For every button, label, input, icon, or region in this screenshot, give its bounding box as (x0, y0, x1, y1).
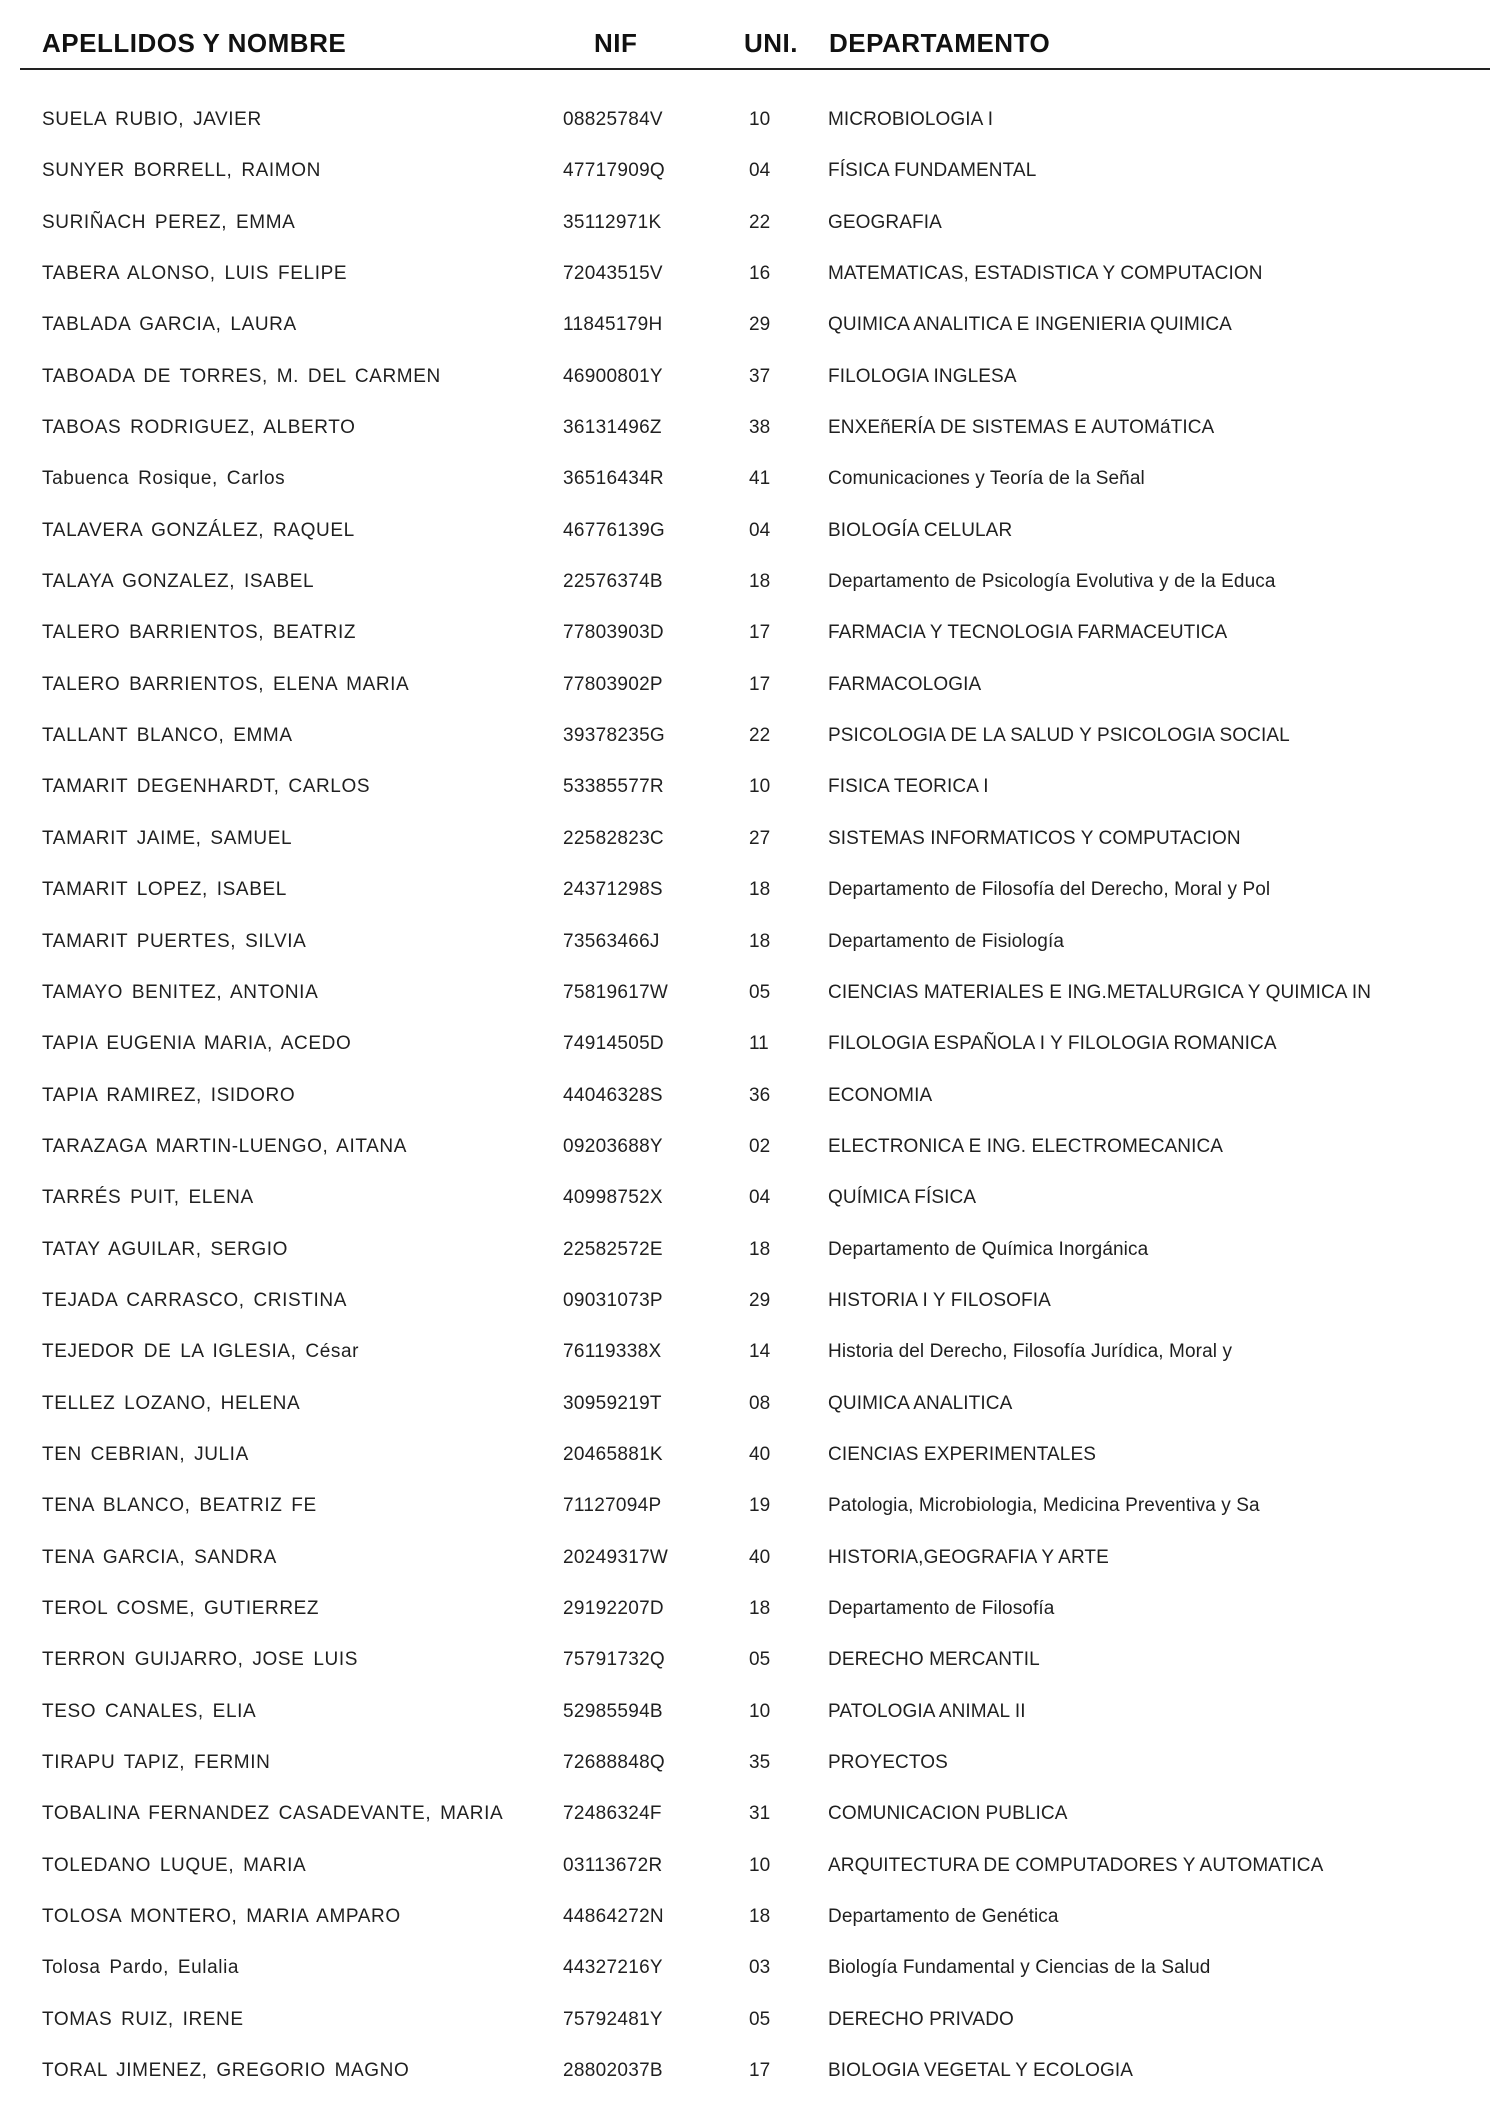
table-row (0, 1999, 1500, 2050)
row-uni: 17 (749, 622, 771, 644)
table-row (0, 1691, 1500, 1742)
row-department: DERECHO PRIVADO (828, 2008, 1014, 2030)
row-name: TORAL JIMENEZ, GREGORIO MAGNO (42, 2060, 410, 2082)
table-row (0, 1075, 1500, 1126)
row-department: HISTORIA I Y FILOSOFIA (828, 1289, 1051, 1311)
row-department: DERECHO MERCANTIL (828, 1649, 1040, 1671)
row-uni: 36 (749, 1084, 771, 1106)
row-department: PSICOLOGIA DE LA SALUD Y PSICOLOGIA SOCIAL (828, 725, 1290, 747)
row-name: TALERO BARRIENTOS, BEATRIZ (42, 622, 357, 644)
row-uni: 10 (749, 1854, 771, 1876)
table-row (0, 458, 1500, 509)
row-name: Tolosa Pardo, Eulalia (42, 1957, 240, 1979)
table-row (0, 1896, 1500, 1947)
row-department: PATOLOGIA ANIMAL II (828, 1700, 1026, 1722)
row-name: TABOADA DE TORRES, M. DEL CARMEN (42, 365, 441, 387)
row-department: BIOLOGIA VEGETAL Y ECOLOGIA (828, 2060, 1134, 2082)
row-department: ARQUITECTURA DE COMPUTADORES Y AUTOMATICA (828, 1854, 1324, 1876)
row-nif: 74914505D (563, 1033, 664, 1055)
row-uni: 08 (749, 1392, 771, 1414)
row-name: TOBALINA FERNANDEZ CASADEVANTE, MARIA (42, 1803, 504, 1825)
row-name: TALAVERA GONZÁLEZ, RAQUEL (42, 519, 355, 541)
row-department: FILOLOGIA ESPAÑOLA I Y FILOLOGIA ROMANICA (828, 1033, 1277, 1055)
row-department: ENXEñERÍA DE SISTEMAS E AUTOMáTICA (828, 417, 1215, 439)
row-uni: 14 (749, 1341, 771, 1363)
row-nif: 20249317W (563, 1546, 669, 1568)
row-department: QUÍMICA FÍSICA (828, 1187, 977, 1209)
row-uni: 38 (749, 417, 771, 439)
row-uni: 22 (749, 211, 771, 233)
row-department: Comunicaciones y Teoría de la Señal (828, 468, 1145, 490)
row-uni: 04 (749, 519, 771, 541)
row-department: BIOLOGÍA CELULAR (828, 519, 1013, 541)
table-row (0, 818, 1500, 869)
row-department: FILOLOGIA INGLESA (828, 365, 1017, 387)
row-nif: 52985594B (563, 1700, 663, 1722)
table-row (0, 407, 1500, 458)
row-department: HISTORIA,GEOGRAFIA Y ARTE (828, 1546, 1109, 1568)
row-name: TENA GARCIA, SANDRA (42, 1546, 277, 1568)
table-row (0, 1793, 1500, 1844)
header-divider (20, 68, 1490, 70)
row-name: TATAY AGUILAR, SERGIO (42, 1238, 288, 1260)
row-uni: 03 (749, 1957, 771, 1979)
row-name: TABLADA GARCIA, LAURA (42, 314, 297, 336)
row-uni: 18 (749, 930, 771, 952)
row-nif: 30959219T (563, 1392, 662, 1414)
row-name: TOMAS RUIZ, IRENE (42, 2008, 244, 2030)
row-department: COMUNICACION PUBLICA (828, 1803, 1068, 1825)
table-row (0, 1537, 1500, 1588)
table-row (0, 1383, 1500, 1434)
row-name: TAMARIT JAIME, SAMUEL (42, 827, 293, 849)
row-nif: 76119338X (563, 1341, 662, 1363)
table-row (0, 612, 1500, 663)
row-name: TAPIA EUGENIA MARIA, ACEDO (42, 1033, 352, 1055)
row-uni: 19 (749, 1495, 771, 1517)
row-department: SISTEMAS INFORMATICOS Y COMPUTACION (828, 827, 1241, 849)
row-uni: 18 (749, 1238, 771, 1260)
table-row (0, 356, 1500, 407)
row-department: ELECTRONICA E ING. ELECTROMECANICA (828, 1135, 1224, 1157)
row-uni: 05 (749, 981, 771, 1003)
table-row (0, 561, 1500, 612)
row-nif: 03113672R (563, 1854, 663, 1876)
row-department: PROYECTOS (828, 1752, 948, 1773)
row-uni: 40 (749, 1546, 771, 1568)
row-nif: 11845179H (563, 314, 663, 336)
row-nif: 22576374B (563, 571, 663, 593)
row-department: Departamento de Psicología Evolutiva y de la Educa (828, 571, 1276, 593)
row-uni: 18 (749, 571, 771, 593)
row-uni: 10 (749, 1700, 771, 1722)
row-uni: 17 (749, 673, 771, 695)
table-row (0, 921, 1500, 972)
row-nif: 72688848Q (563, 1752, 666, 1773)
row-uni: 05 (749, 2008, 771, 2030)
table-row (0, 304, 1500, 355)
table-row (0, 99, 1500, 150)
row-name: TEJADA CARRASCO, CRISTINA (42, 1289, 347, 1311)
header-department: DEPARTAMENTO (829, 28, 1051, 58)
row-uni: 11 (749, 1033, 769, 1055)
row-nif: 47717909Q (563, 160, 666, 182)
row-department: MATEMATICAS, ESTADISTICA Y COMPUTACION (828, 263, 1263, 285)
row-uni: 31 (749, 1803, 771, 1825)
row-name: TAPIA RAMIREZ, ISIDORO (42, 1084, 296, 1106)
row-department: QUIMICA ANALITICA (828, 1392, 1013, 1414)
table-row (0, 202, 1500, 253)
table-row (0, 1331, 1500, 1382)
row-department: QUIMICA ANALITICA E INGENIERIA QUIMICA (828, 314, 1232, 336)
row-department: CIENCIAS EXPERIMENTALES (828, 1443, 1097, 1465)
row-department: CIENCIAS MATERIALES E ING.METALURGICA Y QUIMICA IN (828, 981, 1372, 1003)
row-uni: 05 (749, 1649, 771, 1671)
row-name: TARAZAGA MARTIN-LUENGO, AITANA (42, 1135, 407, 1157)
row-uni: 35 (749, 1752, 771, 1773)
table-row (0, 1023, 1500, 1074)
row-department: FARMACIA Y TECNOLOGIA FARMACEUTICA (828, 622, 1228, 644)
row-uni: 17 (749, 2060, 771, 2082)
row-nif: 73563466J (563, 930, 660, 952)
row-name: TAMARIT DEGENHARDT, CARLOS (42, 776, 371, 798)
row-department: Patologia, Microbiologia, Medicina Preventiva y Sa (828, 1495, 1260, 1517)
table-row (0, 1845, 1500, 1896)
row-uni: 02 (749, 1135, 771, 1157)
row-uni: 29 (749, 1289, 771, 1311)
row-department: Departamento de Filosofía del Derecho, Moral y Pol (828, 879, 1271, 901)
row-nif: 53385577R (563, 776, 664, 798)
row-nif: 20465881K (563, 1443, 663, 1465)
row-uni: 40 (749, 1443, 771, 1465)
row-nif: 39378235G (563, 725, 666, 747)
row-uni: 10 (749, 109, 771, 130)
row-nif: 44327216Y (563, 1957, 663, 1979)
table-row (0, 253, 1500, 304)
row-department: Departamento de Genética (828, 1906, 1059, 1928)
row-name: TALERO BARRIENTOS, ELENA MARIA (42, 673, 410, 695)
table-row (0, 1588, 1500, 1639)
row-name: TESO CANALES, ELIA (42, 1700, 257, 1722)
row-department: Biología Fundamental y Ciencias de la Salud (828, 1957, 1211, 1979)
row-name: TALLANT BLANCO, EMMA (42, 725, 293, 747)
row-nif: 40998752X (563, 1187, 663, 1209)
row-name: TERRON GUIJARRO, JOSE LUIS (42, 1649, 358, 1671)
row-name: TELLEZ LOZANO, HELENA (42, 1392, 301, 1414)
row-nif: 24371298S (563, 879, 663, 901)
row-name: TABERA ALONSO, LUIS FELIPE (42, 263, 348, 285)
row-name: TARRÉS PUIT, ELENA (42, 1187, 254, 1209)
row-uni: 18 (749, 879, 771, 901)
header-name: APELLIDOS Y NOMBRE (42, 28, 347, 58)
row-name: TAMARIT PUERTES, SILVIA (42, 930, 307, 952)
row-department: Departamento de Fisiología (828, 930, 1065, 952)
row-nif: 09031073P (563, 1289, 663, 1311)
row-department: MICROBIOLOGIA I (828, 109, 994, 130)
row-nif: 75819617W (563, 981, 669, 1003)
table-row (0, 664, 1500, 715)
row-name: Tabuenca Rosique, Carlos (42, 468, 286, 490)
table-row (0, 869, 1500, 920)
table-row (0, 1229, 1500, 1280)
row-nif: 08825784V (563, 109, 663, 130)
row-name: SUELA RUBIO, JAVIER (42, 109, 262, 130)
row-name: TAMARIT LOPEZ, ISABEL (42, 879, 287, 901)
row-uni: 10 (749, 776, 771, 798)
row-name: TALAYA GONZALEZ, ISABEL (42, 571, 315, 593)
row-nif: 71127094P (563, 1495, 662, 1517)
row-name: TAMAYO BENITEZ, ANTONIA (42, 981, 319, 1003)
table-row (0, 715, 1500, 766)
row-nif: 35112971K (563, 211, 662, 233)
table-body (0, 99, 1500, 2101)
row-nif: 46900801Y (563, 365, 663, 387)
table-row (0, 1639, 1500, 1690)
row-name: SURIÑACH PEREZ, EMMA (42, 211, 296, 233)
row-name: TIRAPU TAPIZ, FERMIN (42, 1752, 271, 1773)
row-nif: 22582823C (563, 827, 664, 849)
table-header (0, 28, 1500, 68)
row-uni: 22 (749, 725, 771, 747)
row-department: FISICA TEORICA I (828, 776, 989, 798)
row-name: SUNYER BORRELL, RAIMON (42, 160, 321, 182)
row-nif: 75792481Y (563, 2008, 663, 2030)
row-nif: 36516434R (563, 468, 664, 490)
row-nif: 75791732Q (563, 1649, 666, 1671)
row-uni: 04 (749, 160, 771, 182)
table-row (0, 1280, 1500, 1331)
row-nif: 77803902P (563, 673, 663, 695)
row-department: Historia del Derecho, Filosofía Jurídica, Moral y (828, 1341, 1233, 1363)
row-department: FÍSICA FUNDAMENTAL (828, 160, 1037, 182)
row-nif: 77803903D (563, 622, 664, 644)
row-department: ECONOMIA (828, 1084, 933, 1106)
row-nif: 36131496Z (563, 417, 662, 439)
row-department: GEOGRAFIA (828, 211, 942, 233)
row-uni: 27 (749, 827, 771, 849)
header-uni: UNI. (744, 28, 798, 58)
table-row (0, 2050, 1500, 2101)
table-row (0, 766, 1500, 817)
row-department: Departamento de Química Inorgánica (828, 1238, 1149, 1260)
row-name: TEROL COSME, GUTIERREZ (42, 1597, 320, 1619)
table-row (0, 1742, 1500, 1793)
row-uni: 16 (749, 263, 771, 285)
row-name: TEN CEBRIAN, JULIA (42, 1443, 249, 1465)
table-row (0, 1126, 1500, 1177)
row-name: TOLOSA MONTERO, MARIA AMPARO (42, 1906, 401, 1928)
row-department: Departamento de Filosofía (828, 1597, 1055, 1619)
row-nif: 44046328S (563, 1084, 663, 1106)
row-uni: 37 (749, 365, 771, 387)
table-row (0, 972, 1500, 1023)
table-row (0, 1434, 1500, 1485)
row-name: TOLEDANO LUQUE, MARIA (42, 1854, 307, 1876)
table-row (0, 1485, 1500, 1536)
row-nif: 22582572E (563, 1238, 663, 1260)
row-nif: 28802037B (563, 2060, 663, 2082)
header-nif: NIF (594, 28, 638, 58)
row-name: TEJEDOR DE LA IGLESIA, César (42, 1341, 360, 1363)
table-row (0, 1947, 1500, 1998)
row-nif: 72043515V (563, 263, 663, 285)
row-nif: 09203688Y (563, 1135, 663, 1157)
table-row (0, 1177, 1500, 1228)
row-uni: 18 (749, 1906, 771, 1928)
row-nif: 44864272N (563, 1906, 664, 1928)
row-name: TABOAS RODRIGUEZ, ALBERTO (42, 417, 356, 439)
row-nif: 46776139G (563, 519, 666, 541)
table-row (0, 150, 1500, 201)
row-uni: 29 (749, 314, 771, 336)
row-department: FARMACOLOGIA (828, 673, 982, 695)
row-uni: 41 (749, 468, 771, 490)
row-nif: 29192207D (563, 1597, 664, 1619)
table-row (0, 510, 1500, 561)
row-name: TENA BLANCO, BEATRIZ FE (42, 1495, 317, 1517)
row-nif: 72486324F (563, 1803, 662, 1825)
row-uni: 04 (749, 1187, 771, 1209)
row-uni: 18 (749, 1597, 771, 1619)
